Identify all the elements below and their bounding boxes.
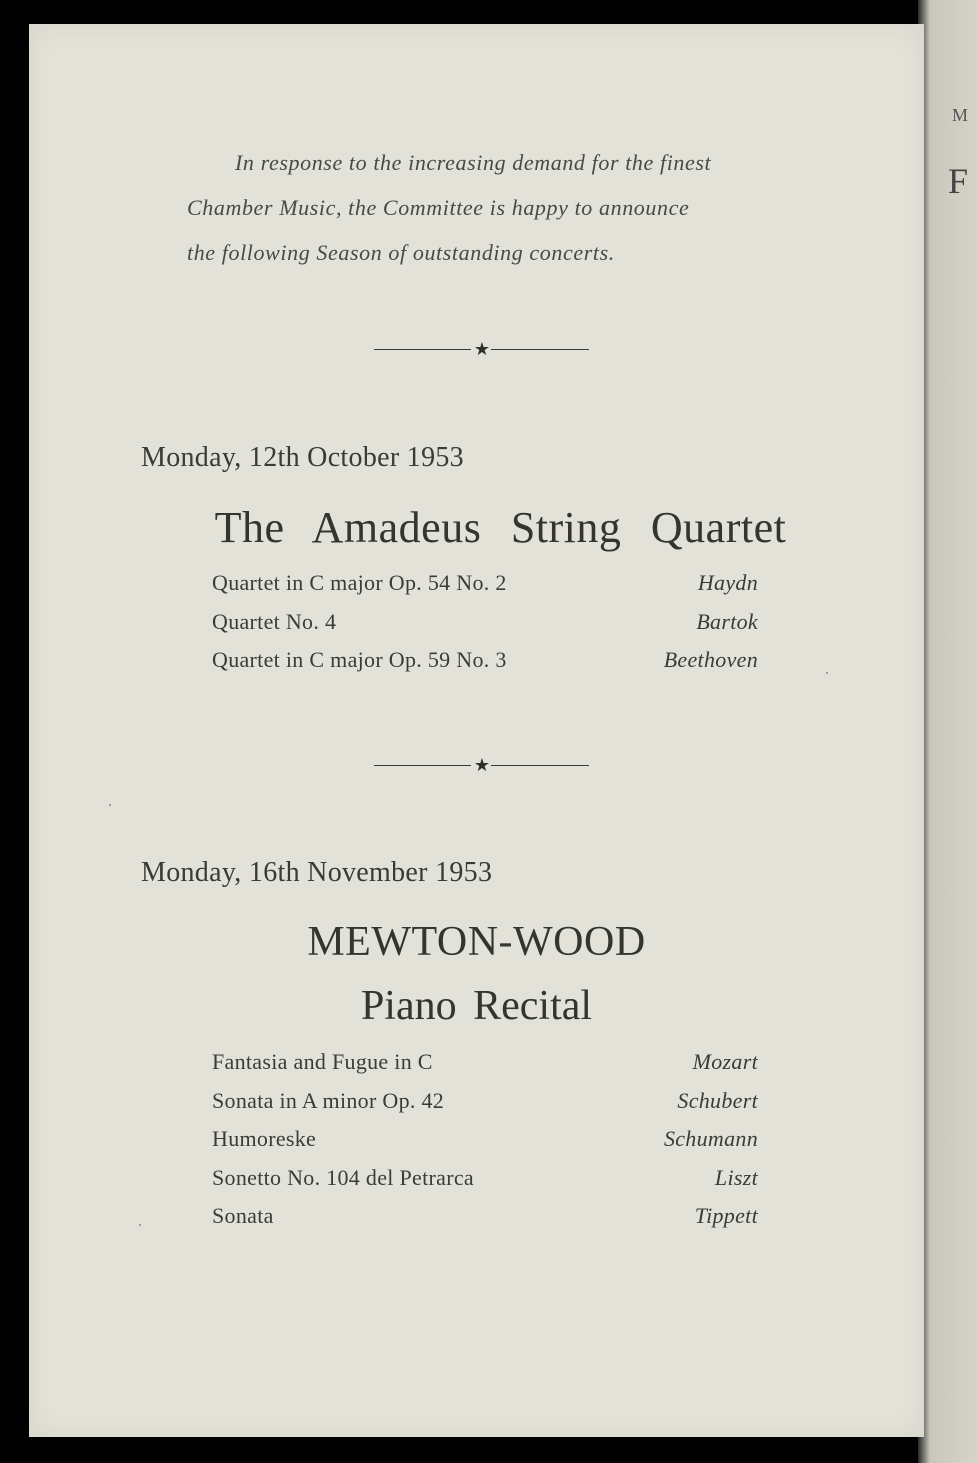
program-item xyxy=(212,603,758,642)
work-title: Quartet No. 4 xyxy=(212,608,337,634)
divider-line xyxy=(491,349,589,350)
intro-line: the following Season of outstanding concerts. xyxy=(187,240,615,265)
star-icon: ★ xyxy=(473,755,491,775)
program-item xyxy=(212,1197,758,1236)
divider-line xyxy=(374,765,471,766)
concert-date: Monday, 12th October 1953 xyxy=(141,442,464,473)
program-item xyxy=(212,1120,758,1159)
work-title: Humoreske xyxy=(212,1126,317,1151)
concert-date: Monday, 16th November 1953 xyxy=(141,857,493,888)
paper-speck xyxy=(139,1224,141,1226)
work-title: Sonetto No. 104 del Petrarca xyxy=(212,1164,474,1190)
program-page xyxy=(29,24,924,1437)
intro-paragraph xyxy=(187,140,787,275)
paper-speck xyxy=(826,672,828,674)
paper-speck xyxy=(109,804,111,806)
performer-name: MEWTON-WOOD xyxy=(307,919,646,965)
program-item xyxy=(212,1082,758,1121)
work-title: Sonata in A minor Op. 42 xyxy=(212,1087,445,1113)
composer-name: Tippett xyxy=(694,1203,758,1228)
program-item xyxy=(212,1043,758,1082)
work-title: Quartet in C major Op. 59 No. 3 xyxy=(212,647,507,672)
program-item xyxy=(212,1159,758,1198)
concert-subtitle: Piano Recital xyxy=(360,983,593,1029)
composer-name: Schubert xyxy=(677,1087,758,1113)
program-list xyxy=(212,1043,758,1236)
composer-name: Mozart xyxy=(692,1049,758,1074)
divider-line xyxy=(491,765,589,766)
divider-line xyxy=(374,349,471,350)
performer-name: The Amadeus String Quartet xyxy=(214,503,787,552)
star-divider xyxy=(374,340,589,360)
facing-page-fragment: M xyxy=(952,105,969,125)
star-icon: ★ xyxy=(473,339,491,359)
program-list xyxy=(212,564,758,680)
facing-page-fragment: F xyxy=(948,161,969,201)
intro-line: In response to the increasing demand for the finest xyxy=(235,150,712,175)
intro-line: Chamber Music, the Committee is happy to announce xyxy=(187,195,690,220)
program-item xyxy=(212,564,758,603)
star-divider xyxy=(374,756,589,776)
work-title: Quartet in C major Op. 54 No. 2 xyxy=(212,570,507,595)
work-title: Sonata xyxy=(212,1203,274,1228)
composer-name: Liszt xyxy=(714,1164,758,1190)
program-item xyxy=(212,641,758,680)
work-title: Fantasia and Fugue in C xyxy=(212,1049,433,1074)
composer-name: Beethoven xyxy=(663,647,758,672)
facing-page-edge xyxy=(918,0,978,1463)
composer-name: Bartok xyxy=(696,608,758,634)
composer-name: Schumann xyxy=(663,1126,758,1151)
composer-name: Haydn xyxy=(697,570,758,595)
